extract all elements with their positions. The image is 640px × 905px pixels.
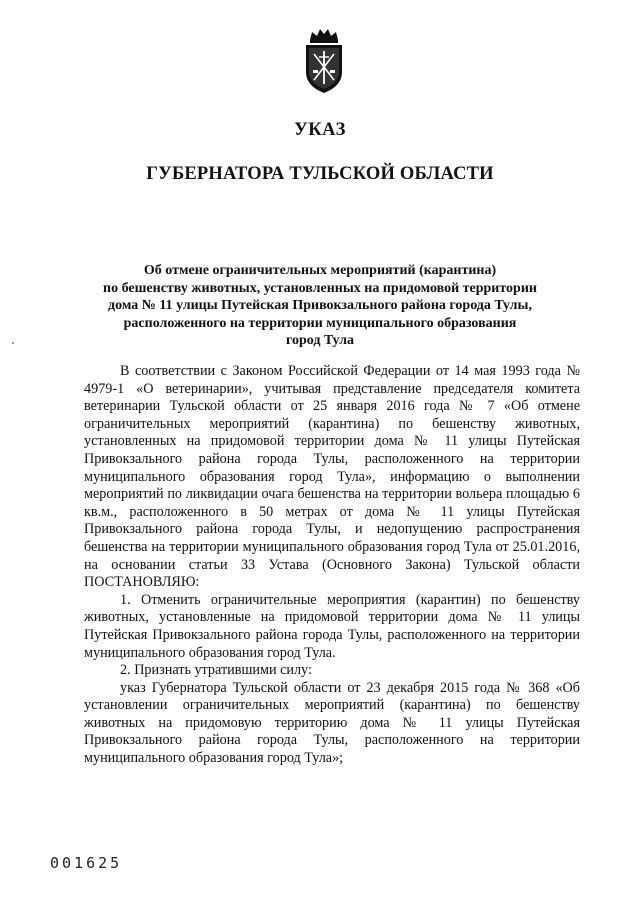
repealed-decree-paragraph: указ Губернатора Тульской области от 23 декабря 2015 года № 368 «Об установлении ограничительных мероприятий (карантина) по бешенству животных на придомовую территорию дома № 11 улицы Путейская Привокзального района города Тулы, расположенного на территории муниципального образования город Тула»; xyxy=(84,679,580,767)
subject-line: дома № 11 улицы Путейская Привокзального района города Тулы, xyxy=(108,298,532,314)
clause-2-paragraph: 2. Признать утратившими силу: xyxy=(120,662,312,679)
subject-line: Об отмене ограничительных мероприятий (карантина) xyxy=(143,263,497,278)
subject-line: расположенного на территории муниципального образования xyxy=(123,315,517,331)
document-type-heading: УКАЗ xyxy=(294,120,346,140)
serial-number: 001625 xyxy=(50,854,123,872)
subject-line: город Тула xyxy=(285,333,355,349)
issuer-heading: ГУБЕРНАТОРА ТУЛЬСКОЙ ОБЛАСТИ xyxy=(146,164,494,184)
clause-1-paragraph: 1. Отменить ограничительные мероприятия (карантин) по бешенству животных, установленные на придомовой территории дома № 11 улицы Путейская Привокзального района города Тулы, расположенного на территории муниципального образования город Тула. xyxy=(84,591,580,661)
document-subject xyxy=(62,262,578,350)
subject-line: по бешенству животных, установленных на придомовой территории xyxy=(103,280,537,296)
preamble-paragraph: В соответствии с Законом Российской Федерации от 14 мая 1993 года № 4979-1 «О ветеринарии», учитывая представление председателя комитета ветеринарии Тульской области от 25 января 2016 года № 7 «Об отмене ограничительных мероприятий (карантина) по бешенству животных, установленных на придомовой территории дома № 11 улицы Путейская Привокзального района города Тулы, расположенного на территории муниципального образования город Тула», информацию о выполнении мероприятий по ликвидации очага бешенства на территории вольера площадью 6 кв.м., расположенного в 50 метрах от дома № 11 улицы Путейская Привокзального района города Тулы, и недопущению распространения бешенства на территории муниципального образования город Тула от 25.01.2016, на основании статьи 33 Устава (Основного Закона) Тульской области ПОСТАНОВЛЯЮ: xyxy=(84,363,580,591)
coat-of-arms-icon xyxy=(298,26,350,96)
scan-speck xyxy=(12,342,14,344)
document-body xyxy=(84,363,580,768)
